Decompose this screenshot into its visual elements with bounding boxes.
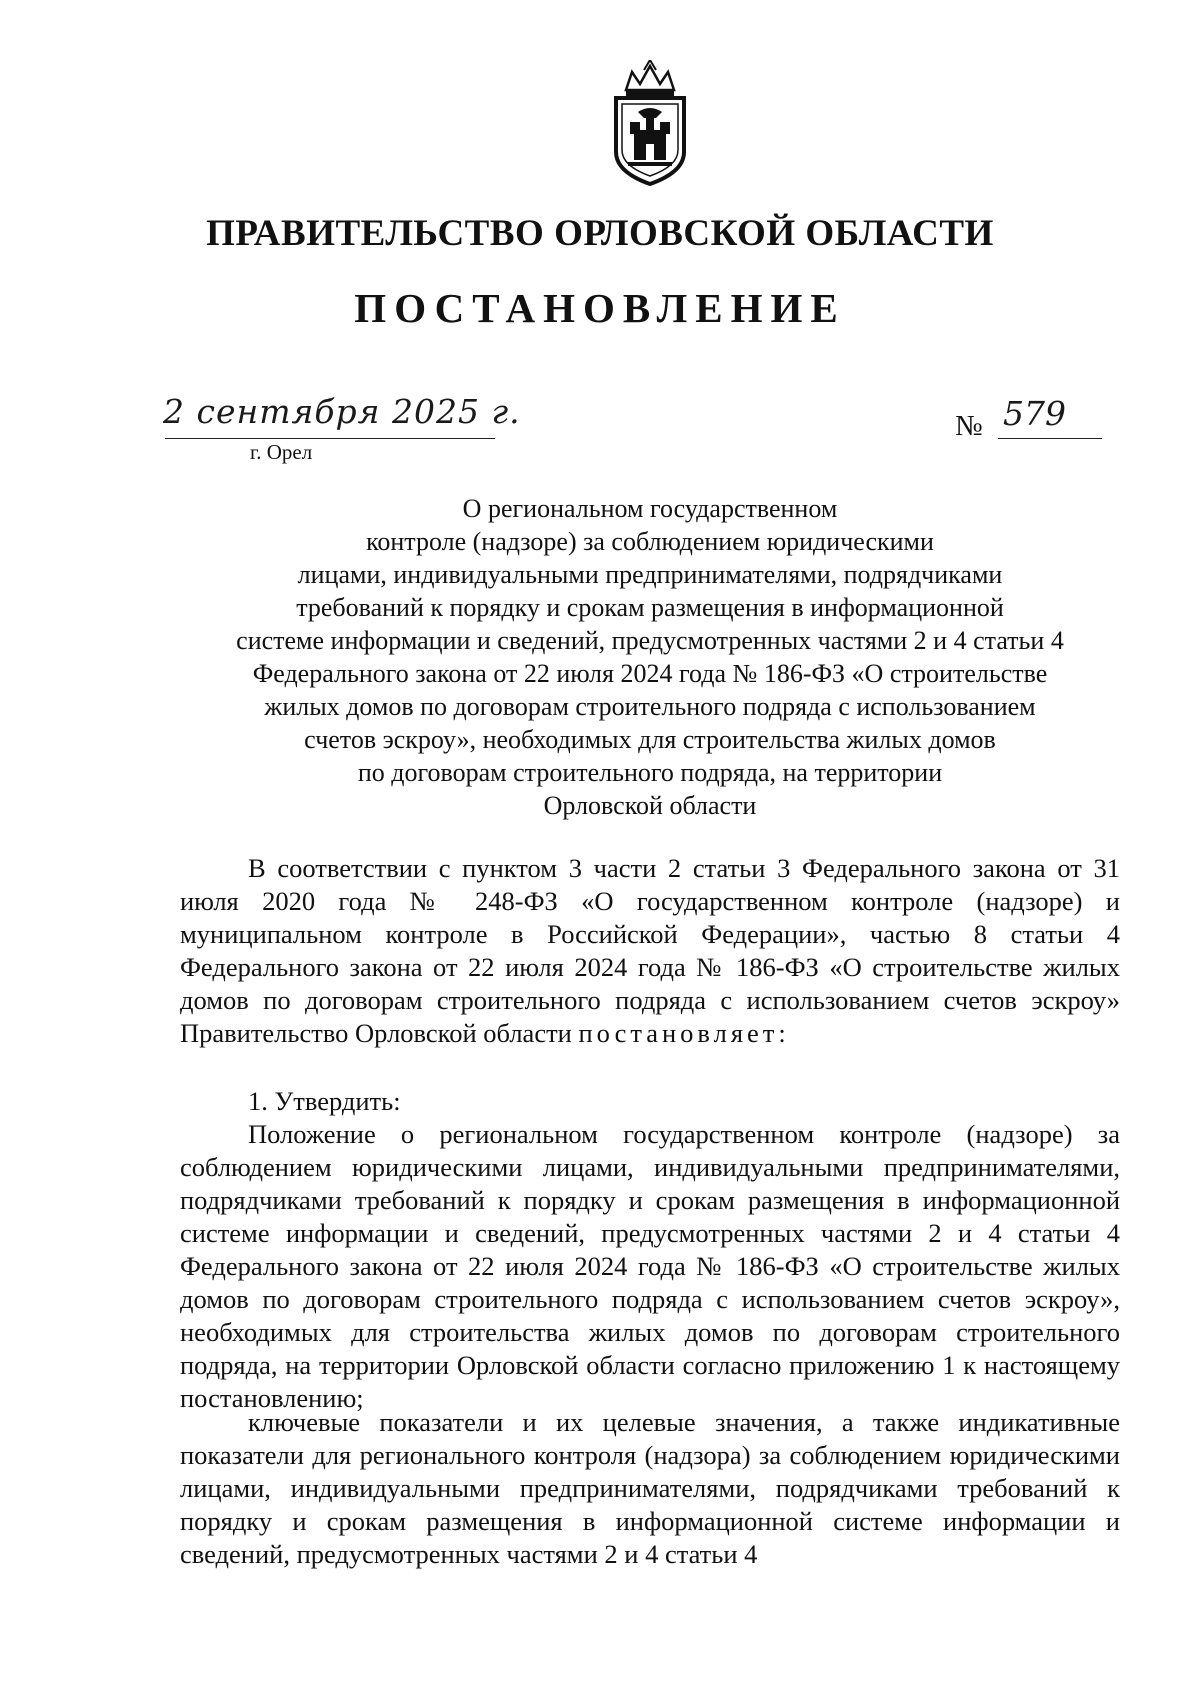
handwritten-date: 2 сентября 2025 г. <box>163 392 521 431</box>
subject-line: Орловской области <box>543 791 757 820</box>
item-1-paragraph-2 <box>180 1406 1120 1571</box>
preamble-paragraph <box>180 852 1120 1050</box>
subject-line: счетов эскроу», необходимых для строительства жилых домов <box>304 725 996 754</box>
subject-line: контроле (надзоре) за соблюдением юридическими <box>366 527 934 556</box>
item-1-heading-text: 1. Утвердить: <box>248 1086 401 1116</box>
date-underline <box>165 438 495 439</box>
item-1-paragraph-2-text: ключевые показатели и их целевые значения, а также индикативные показатели для регионального контроля (надзора) за соблюдением юридическими лицами, индивидуальными предпринимателями, подрядчиками требований к порядку и срокам размещения в информационной системе информации и сведений, предусмотренных частями 2 и 4 статьи 4 <box>180 1407 1120 1569</box>
item-1-paragraph-1-text: Положение о региональном государственном контроле (надзоре) за соблюдением юридическими лицами, индивидуальными предпринимателями, подрядчиками требований к порядку и срокам размещения в информационной системе информации и сведений, предусмотренных частями 2 и 4 статьи 4 Федерального закона от 22 июля 2024 года № 186-ФЗ «О строительстве жилых домов по договорам строительного подряда с использованием счетов эскроу», необходимых для строительства жилых домов по договорам строительного подряда, на территории Орловской области согласно приложению 1 к настоящему постановлению; <box>180 1119 1120 1413</box>
subject-line: жилых домов по договорам строительного подряда с использованием <box>264 692 1036 721</box>
item-1-paragraph-1 <box>180 1118 1120 1415</box>
subject-line: системе информации и сведений, предусмотренных частями 2 и 4 статьи 4 <box>236 626 1064 655</box>
preamble-text: В соответствии с пунктом 3 части 2 статьи 3 Федерального закона от 31 июля 2020 года № 248-ФЗ «О государственном контроле (надзоре) и муниципальном контроле в Российской Федерации», частью 8 статьи 4 Федерального закона от 22 июля 2024 года № 186-ФЗ «О строительстве жилых домов по договорам строительного подряда с использованием счетов эскроу» Правительство Орловской области <box>180 853 1120 1048</box>
subject-line: О региональном государственном <box>462 494 838 523</box>
coat-of-arms-icon <box>604 60 696 188</box>
decree-word: постановляет: <box>578 1018 790 1048</box>
subject-line: требований к порядку и срокам размещения в информационной <box>296 593 1004 622</box>
number-underline <box>998 438 1102 439</box>
document-subject <box>180 492 1120 822</box>
organization-title: ПРАВИТЕЛЬСТВО ОРЛОВСКОЙ ОБЛАСТИ <box>206 213 994 254</box>
handwritten-number: 579 <box>1003 394 1066 433</box>
subject-line: лицами, индивидуальными предпринимателями, подрядчиками <box>297 560 1003 589</box>
subject-line: по договорам строительного подряда, на территории <box>357 758 943 787</box>
number-label: № <box>955 410 983 442</box>
document-type: ПОСТАНОВЛЕНИЕ <box>354 285 846 331</box>
subject-line: Федерального закона от 22 июля 2024 года № 186-ФЗ «О строительстве <box>252 659 1048 688</box>
city: г. Орел <box>250 440 313 464</box>
item-1-heading <box>180 1085 1120 1118</box>
